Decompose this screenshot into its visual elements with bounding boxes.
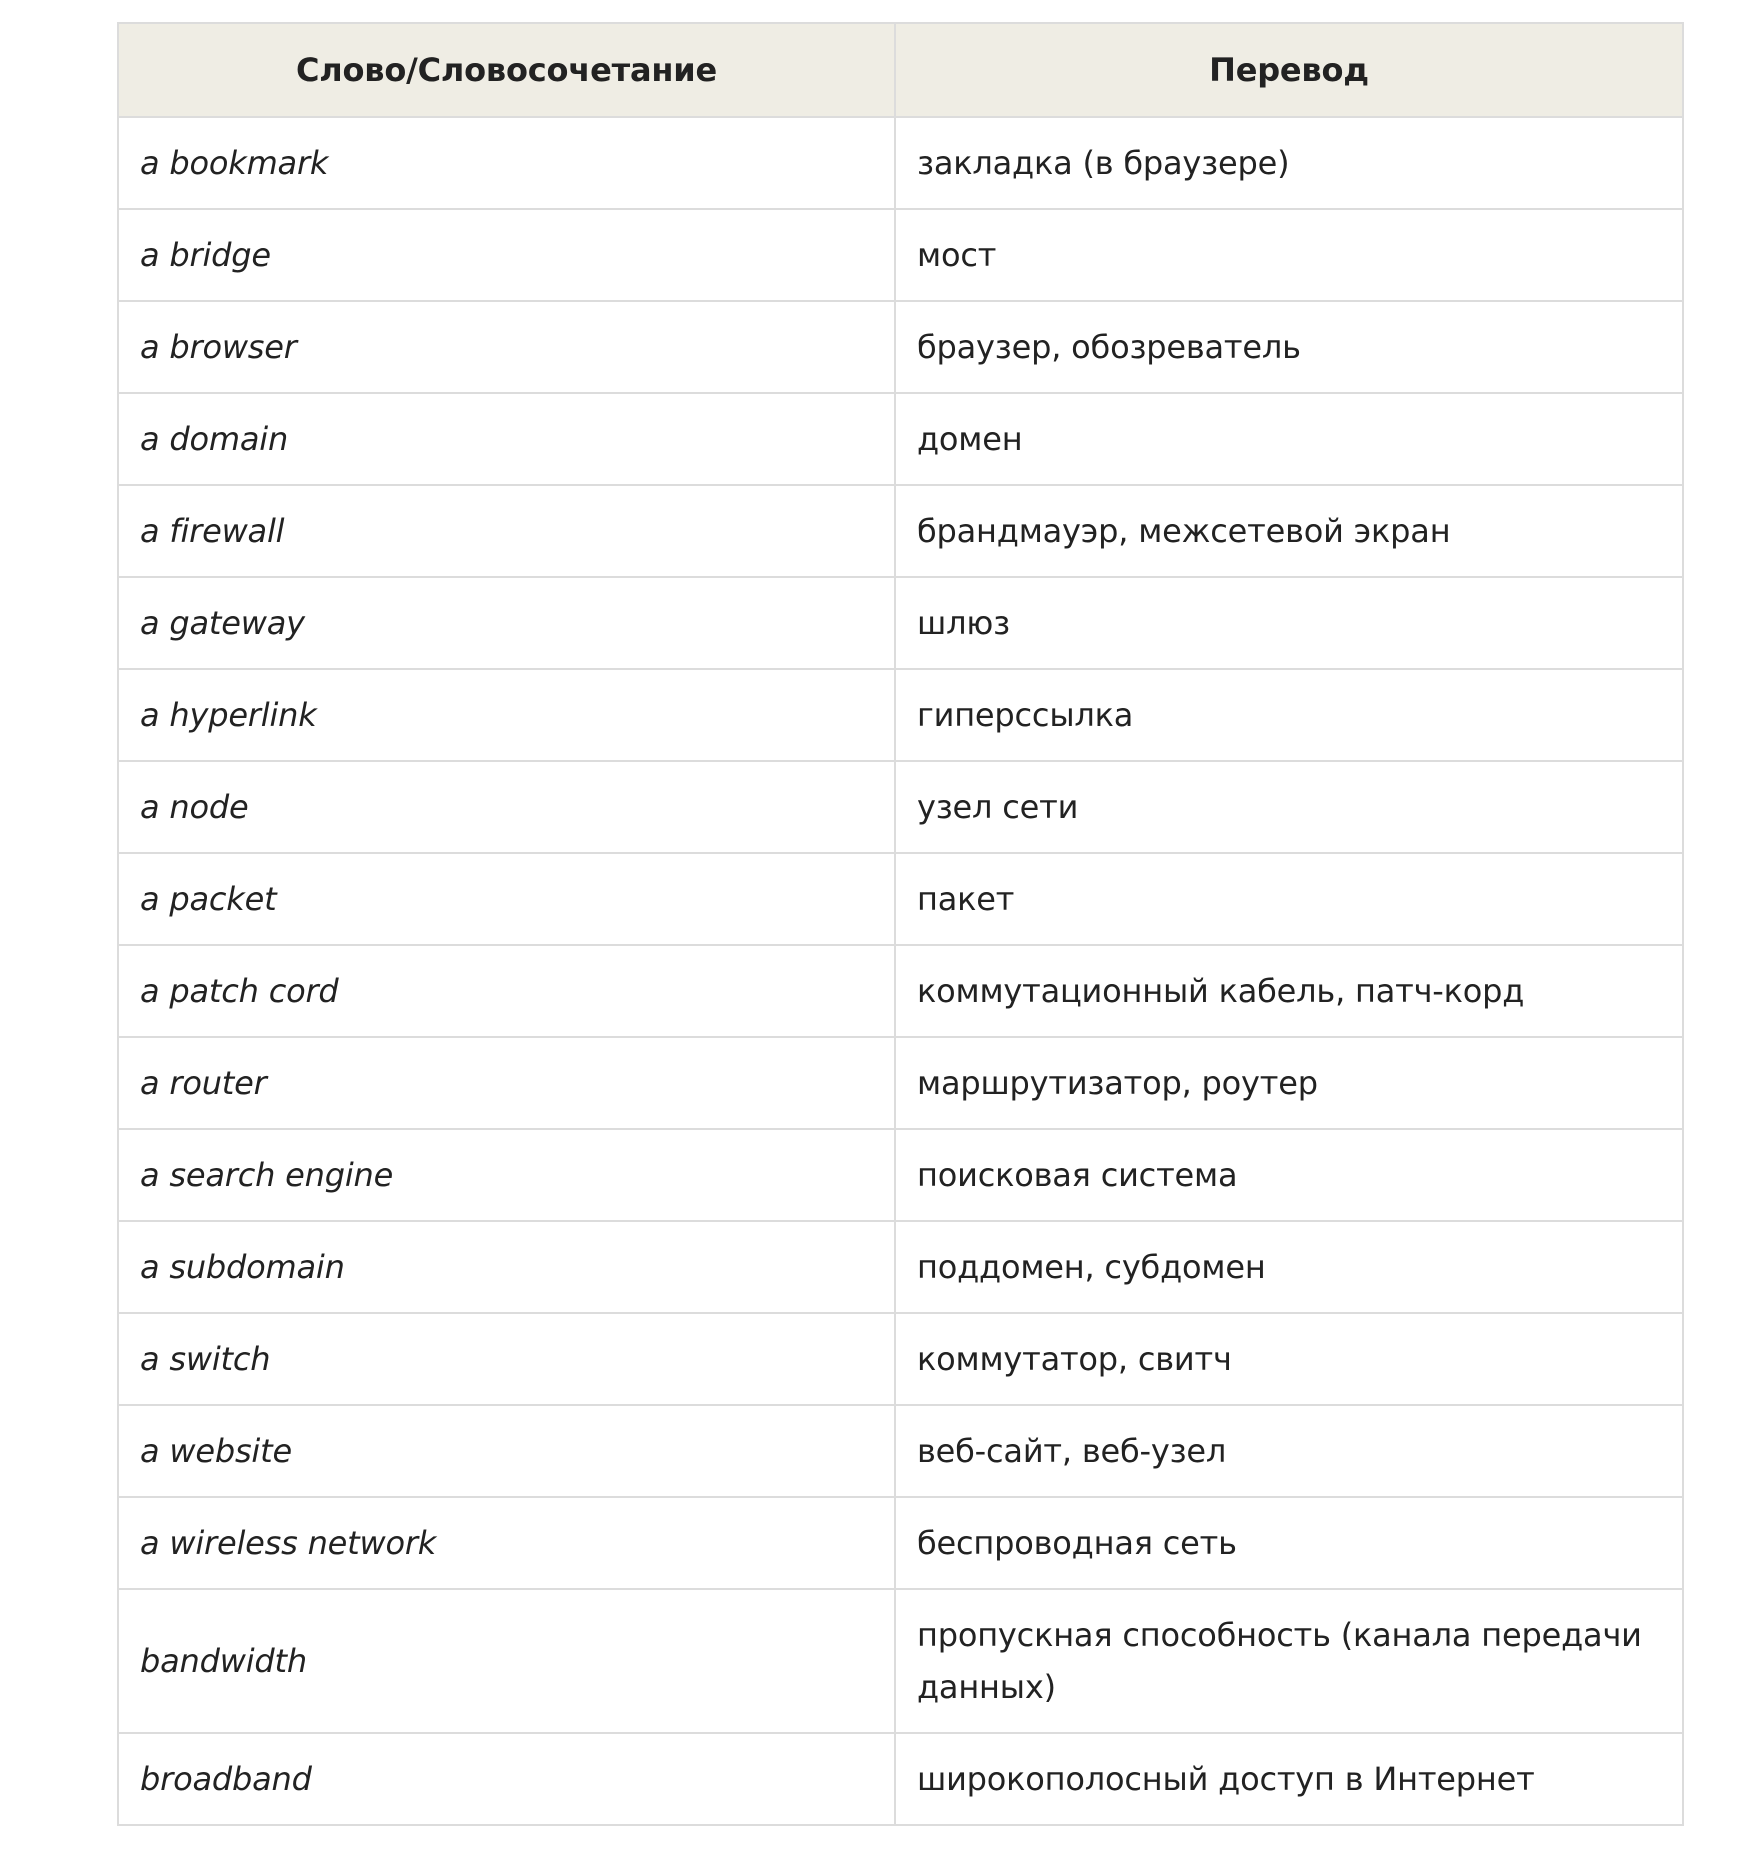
translation-cell: широкополосный доступ в Интернет bbox=[895, 1733, 1683, 1825]
term-cell: a browser bbox=[118, 301, 895, 393]
term-cell: a packet bbox=[118, 853, 895, 945]
table-row bbox=[118, 393, 1683, 485]
translation-cell: шлюз bbox=[895, 577, 1683, 669]
table-row bbox=[118, 1497, 1683, 1589]
translation-cell: мост bbox=[895, 209, 1683, 301]
table-row bbox=[118, 1221, 1683, 1313]
vocabulary-table bbox=[117, 22, 1684, 1826]
translation-cell: браузер, обозреватель bbox=[895, 301, 1683, 393]
table-row bbox=[118, 485, 1683, 577]
table-row bbox=[118, 301, 1683, 393]
table-row bbox=[118, 1037, 1683, 1129]
term-cell: a patch cord bbox=[118, 945, 895, 1037]
term-cell: a domain bbox=[118, 393, 895, 485]
translation-cell: коммутатор, свитч bbox=[895, 1313, 1683, 1405]
translation-cell: веб-сайт, веб-узел bbox=[895, 1405, 1683, 1497]
table-row bbox=[118, 117, 1683, 209]
translation-cell: коммутационный кабель, патч-корд bbox=[895, 945, 1683, 1037]
table-row bbox=[118, 1405, 1683, 1497]
translation-cell: пакет bbox=[895, 853, 1683, 945]
translation-cell: поддомен, субдомен bbox=[895, 1221, 1683, 1313]
term-cell: broadband bbox=[118, 1733, 895, 1825]
term-cell: a router bbox=[118, 1037, 895, 1129]
table-row bbox=[118, 1313, 1683, 1405]
translation-cell: маршрутизатор, роутер bbox=[895, 1037, 1683, 1129]
translation-cell: домен bbox=[895, 393, 1683, 485]
table-row bbox=[118, 669, 1683, 761]
term-cell: a switch bbox=[118, 1313, 895, 1405]
translation-cell: пропускная способность (канала передачи данных) bbox=[895, 1589, 1683, 1733]
table-row bbox=[118, 577, 1683, 669]
translation-cell: брандмауэр, межсетевой экран bbox=[895, 485, 1683, 577]
column-header-term: Слово/Словосочетание bbox=[118, 23, 895, 117]
table-row bbox=[118, 945, 1683, 1037]
term-cell: a hyperlink bbox=[118, 669, 895, 761]
term-cell: a bridge bbox=[118, 209, 895, 301]
term-cell: a node bbox=[118, 761, 895, 853]
term-cell: a wireless network bbox=[118, 1497, 895, 1589]
table-row bbox=[118, 1589, 1683, 1733]
term-cell: a website bbox=[118, 1405, 895, 1497]
term-cell: a bookmark bbox=[118, 117, 895, 209]
table-header-row bbox=[118, 23, 1683, 117]
column-header-translation: Перевод bbox=[895, 23, 1683, 117]
translation-cell: поисковая система bbox=[895, 1129, 1683, 1221]
term-cell: a gateway bbox=[118, 577, 895, 669]
term-cell: a search engine bbox=[118, 1129, 895, 1221]
table-row bbox=[118, 1129, 1683, 1221]
translation-cell: гиперссылка bbox=[895, 669, 1683, 761]
table-row bbox=[118, 209, 1683, 301]
table-row bbox=[118, 1733, 1683, 1825]
translation-cell: узел сети bbox=[895, 761, 1683, 853]
translation-cell: беспроводная сеть bbox=[895, 1497, 1683, 1589]
term-cell: a firewall bbox=[118, 485, 895, 577]
term-cell: bandwidth bbox=[118, 1589, 895, 1733]
translation-cell: закладка (в браузере) bbox=[895, 117, 1683, 209]
table-row bbox=[118, 761, 1683, 853]
term-cell: a subdomain bbox=[118, 1221, 895, 1313]
table-row bbox=[118, 853, 1683, 945]
